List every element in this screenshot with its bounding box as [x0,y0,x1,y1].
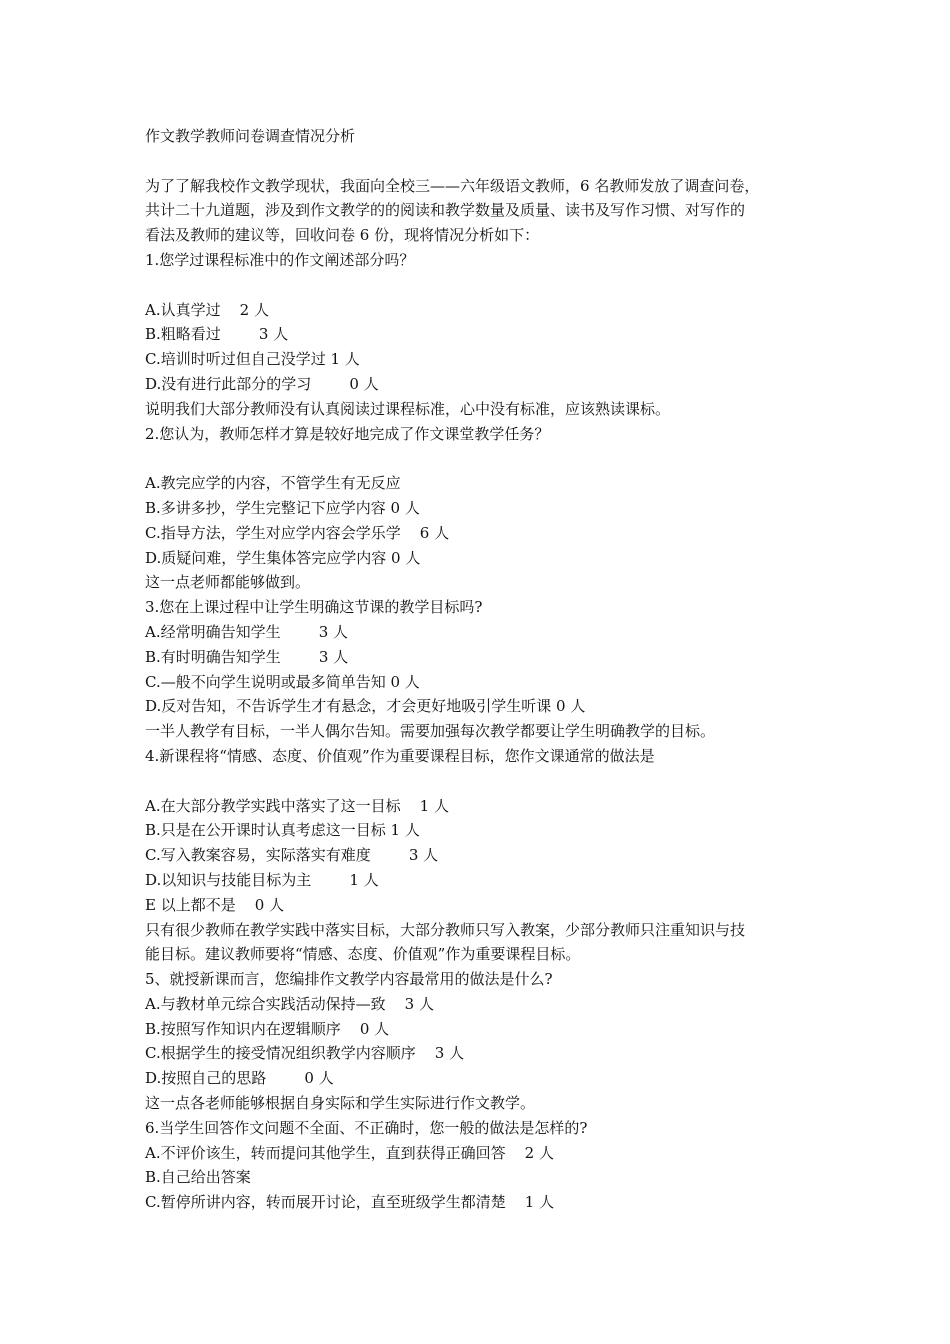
blank-line [145,273,825,298]
q1-analysis: 说明我们大部分教师没有认真阅读过课程标准，心中没有标准，应该熟读课标。 [145,399,671,418]
q3-option-d: D.反对告知，不告诉学生才有悬念，才会更好地吸引学生听课 0 人 [145,697,586,716]
q1-option-d: D.没有进行此部分的学习 0 人 [145,374,379,393]
intro-line-2: 共计二十九道题，涉及到作文教学的的阅读和教学数量及质量、读书及写作习惯、对写作的 [145,201,746,220]
blank-line [145,446,825,471]
q5-option-d: D.按照自己的思路 0 人 [145,1069,334,1088]
q4-option-a: A.在大部分教学实践中落实了这一目标 1 人 [145,796,449,815]
q2-option-c: C.指导方法，学生对应学内容会学乐学 6 人 [145,523,450,542]
q4-analysis-line-2: 能目标。建议教师要将“情感、态度、价值观”作为重要课程目标。 [145,945,581,964]
q3-option-c: C.—般不向学生说明或最多简单告知 0 人 [145,672,420,691]
q2-option-b: B.多讲多抄，学生完整记下应学内容 0 人 [145,498,420,517]
q5-option-a: A.与教材单元综合实践活动保持—致 3 人 [145,994,434,1013]
q2-option-d: D.质疑问难，学生集体答完应学内容 0 人 [145,548,421,567]
q2-option-a: A.教完应学的内容，不管学生有无反应 [145,474,401,493]
blank-line [145,769,825,794]
q6-option-c: C.暂停所讲内容，转而展开讨论，直至班级学生都清楚 1 人 [145,1193,555,1212]
q3-option-a: A.经常明确告知学生 3 人 [145,622,349,641]
q4-option-b: B.只是在公开课时认真考虑这一目标 1 人 [145,821,420,840]
q5-option-c: C.根据学生的接受情况组织教学内容顺序 3 人 [145,1044,465,1063]
document-title: 作文教学教师问卷调查情况分析 [145,127,356,145]
q1-option-b: B.粗略看过 3 人 [145,325,289,344]
q5-analysis: 这一点各老师能够根据自身实际和学生实际进行作文教学。 [145,1094,536,1113]
intro-line-1: 为了了解我校作文教学现状，我面向全校三——六年级语文教师，6 名教师发放了调查问卷， [145,176,760,195]
q5-option-b: B.按照写作知识内在逻辑顺序 0 人 [145,1019,390,1038]
q6-question: 6.当学生回答作文问题不全面、不正确时，您一般的做法是怎样的? [145,1118,588,1137]
document-page [145,124,825,1215]
q5-question: 5、就授新课而言，您编排作文教学内容最常用的做法是什么? [145,970,553,989]
q3-option-b: B.有时明确告知学生 3 人 [145,647,349,666]
q6-option-a: A.不评价该生，转而提问其他学生，直到获得正确回答 2 人 [145,1143,554,1162]
q4-option-d: D.以知识与技能目标为主 1 人 [145,870,379,889]
q4-question: 4.新课程将“情感、态度、价值观”作为重要课程目标，您作文课通常的做法是 [145,746,655,765]
intro-line-3: 看法及教师的建议等，回收问卷 6 份，现将情况分析如下： [145,226,540,245]
q1-option-c: C.培训时听过但自己没学过 1 人 [145,350,360,369]
q2-question: 2.您认为，教师怎样才算是较好地完成了作文课堂教学任务？ [145,424,550,443]
q4-analysis-line-1: 只有很少教师在教学实践中落实目标，大部分教师只写入教案，少部分教师只注重知识与技 [145,920,746,939]
q1-question: 1.您学过课程标准中的作文阐述部分吗？ [145,250,415,269]
q3-question: 3.您在上课过程中让学生明确这节课的教学目标吗? [145,598,483,617]
q2-analysis: 这一点老师都能够做到。 [145,573,311,592]
q3-analysis: 一半人教学有目标，一半人偶尔告知。需要加强每次教学都要让学生明确教学的目标。 [145,722,716,741]
q1-option-a: A.认真学过 2 人 [145,300,269,319]
q4-option-e: E 以上都不是 0 人 [145,895,285,914]
q4-option-c: C.写入教案容易，实际落实有难度 3 人 [145,846,439,865]
q6-option-b: B.自己给出答案 [145,1168,251,1187]
